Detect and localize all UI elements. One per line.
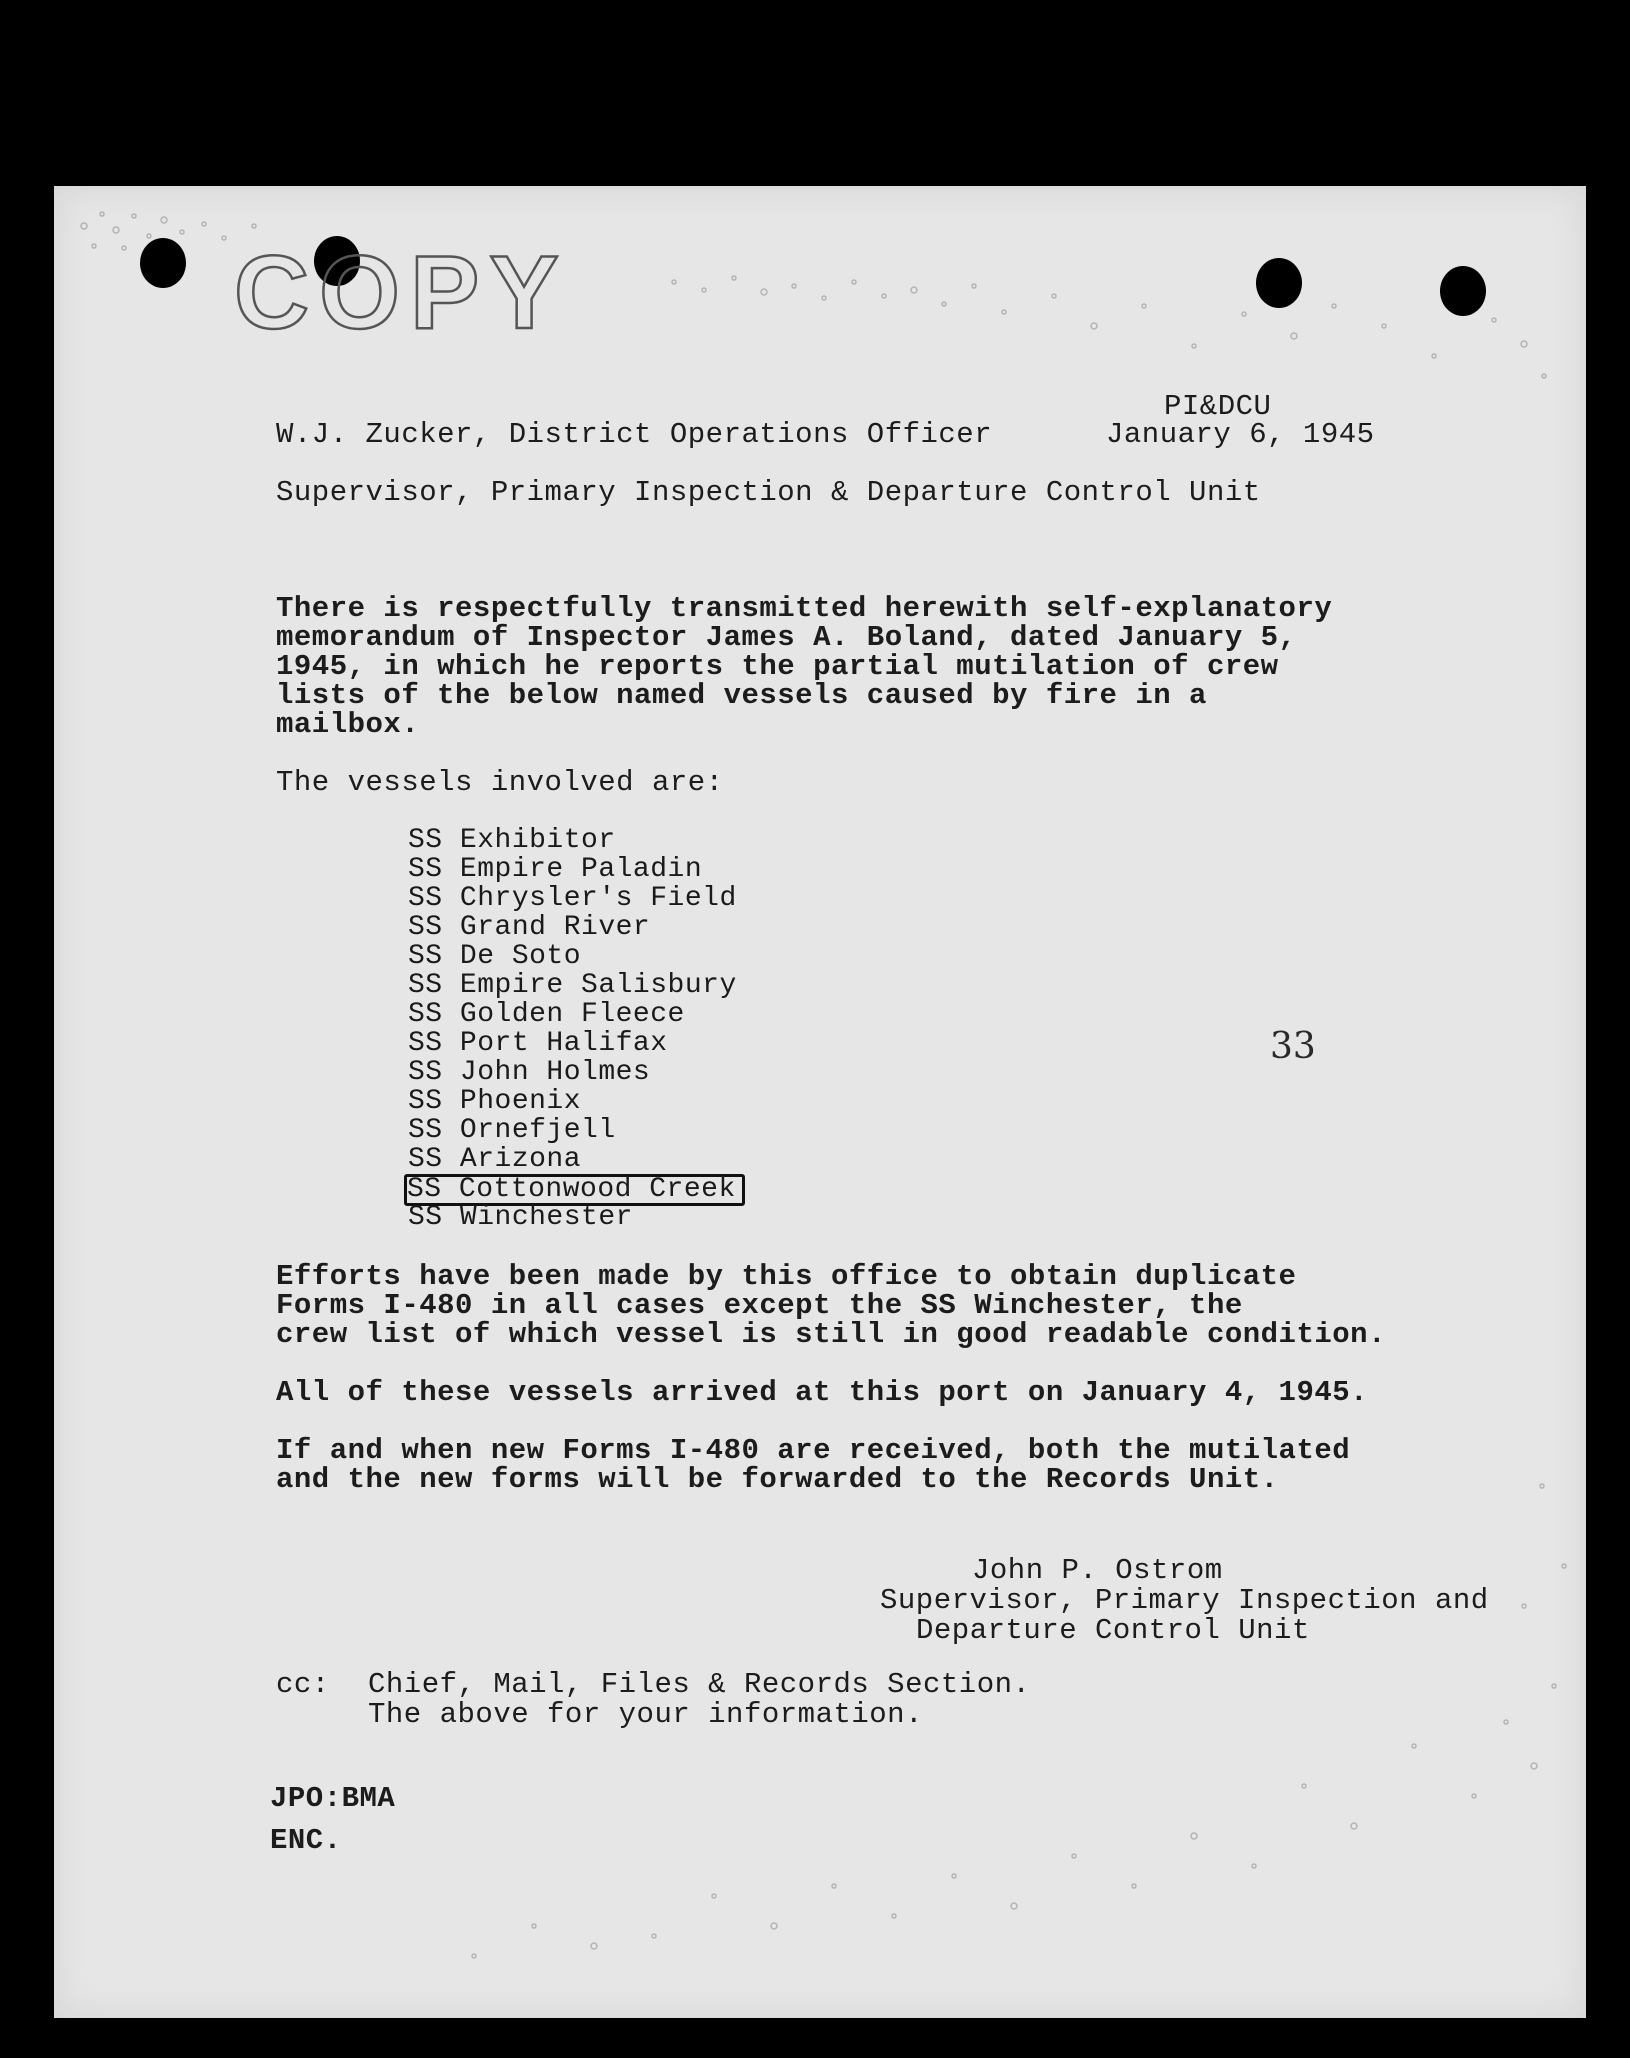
punch-hole-4 <box>1440 266 1486 316</box>
vessel-item: SS Empire Paladin <box>408 854 703 885</box>
vessel-item: SS Exhibitor <box>408 825 616 856</box>
paper-speckle-texture <box>54 186 1586 2018</box>
vessel-list <box>408 826 745 1232</box>
vessel-item: SS Phoenix <box>408 1086 582 1117</box>
body-paragraph-1-line-5: mailbox. <box>276 708 420 741</box>
vessel-item: SS Empire Salisbury <box>408 970 737 1001</box>
cc-line-1: Chief, Mail, Files & Records Section. <box>368 1668 1031 1701</box>
vessel-item: SS Winchester <box>408 1202 633 1233</box>
reference-initials: JPO:BMA <box>270 1782 396 1815</box>
vessel-item: SS Chrysler's Field <box>408 883 737 914</box>
body-paragraph-2-line-3: crew list of which vessel is still in good readable condition. <box>276 1318 1386 1351</box>
vessel-item: SS Golden Fleece <box>408 999 685 1030</box>
body-paragraph-3: All of these vessels arrived at this port on January 4, 1945. <box>276 1376 1369 1409</box>
body-paragraph-2-line-1: Efforts have been made by this office to obtain duplicate <box>276 1260 1297 1293</box>
vessel-highlight-box: SS Cottonwood Creek <box>404 1174 745 1206</box>
body-paragraph-4-line-1: If and when new Forms I-480 are received, both the mutilated <box>276 1434 1351 1467</box>
enclosure-note: ENC. <box>270 1824 342 1857</box>
body-paragraph-4-line-2: and the new forms will be forwarded to the Records Unit. <box>276 1463 1279 1496</box>
page-number: 33 <box>1270 1026 1316 1067</box>
cc-line-2: The above for your information. <box>368 1698 923 1731</box>
memo-from: W.J. Zucker, District Operations Officer <box>276 418 993 451</box>
body-paragraph-1-line-3: 1945, in which he reports the partial mutilation of crew <box>276 650 1279 683</box>
body-paragraph-1-line-2: memorandum of Inspector James A. Boland, dated January 5, <box>276 621 1297 654</box>
punch-hole-3 <box>1256 258 1302 308</box>
office-code: PI&DCU <box>1164 390 1272 423</box>
document-page <box>54 186 1586 2018</box>
copy-stamp-text: COPY <box>234 240 569 340</box>
vessel-item: SS Port Halifax <box>408 1028 668 1059</box>
signature-title-line-2: Departure Control Unit <box>916 1614 1310 1647</box>
vessel-item: SS Grand River <box>408 912 651 943</box>
body-paragraph-1-line-4: lists of the below named vessels caused by fire in a <box>276 679 1207 712</box>
vessel-item: SS Arizona <box>408 1144 582 1175</box>
signature-title-line-1: Supervisor, Primary Inspection and <box>880 1584 1489 1617</box>
vessel-item: SS John Holmes <box>408 1057 651 1088</box>
memo-to: Supervisor, Primary Inspection & Departure Control Unit <box>276 476 1261 509</box>
body-paragraph-2-line-2: Forms I-480 in all cases except the SS Winchester, the <box>276 1289 1243 1322</box>
cc-label: cc: <box>276 1668 330 1701</box>
vessel-item: SS Ornefjell <box>408 1115 616 1146</box>
memo-date: January 6, 1945 <box>1106 418 1375 451</box>
body-paragraph-1-line-1: There is respectfully transmitted herewith self-explanatory <box>276 592 1333 625</box>
punch-hole-1 <box>140 238 186 288</box>
vessel-item-boxed <box>408 1174 745 1203</box>
vessel-item: SS De Soto <box>408 941 582 972</box>
vessels-intro: The vessels involved are: <box>276 766 724 799</box>
copy-stamp <box>226 240 656 340</box>
signature-name: John P. Ostrom <box>972 1554 1223 1587</box>
